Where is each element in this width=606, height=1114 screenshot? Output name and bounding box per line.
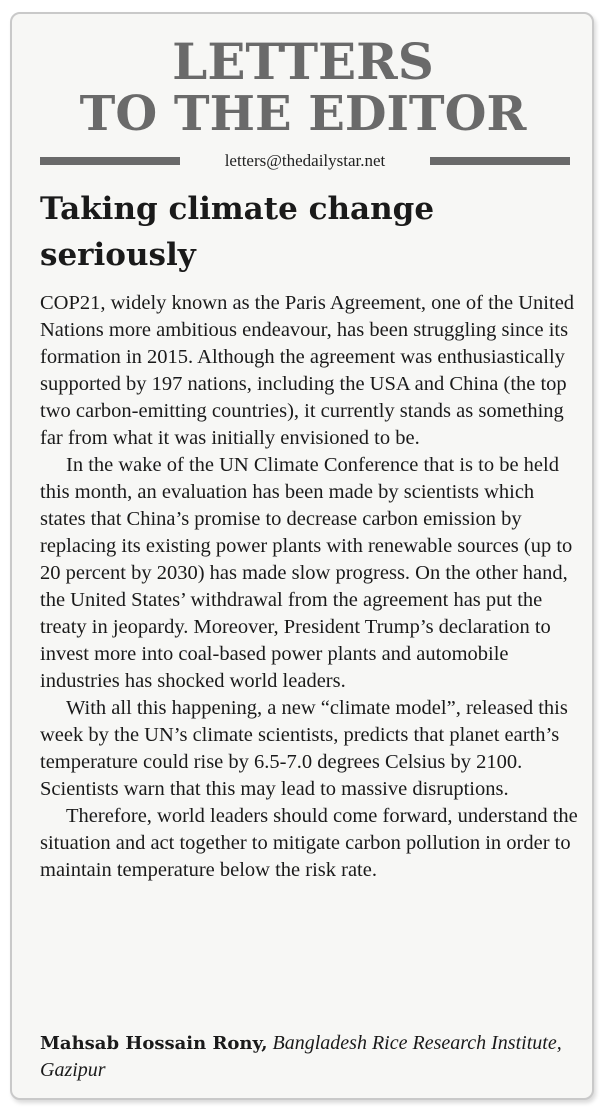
byline (40, 1030, 580, 1083)
paragraph-2: In the wake of the UN Climate Conference that is to be held this month, an evaluation has been made by scientists which states that China’s promise to decrease carbon emission by replacing its existing power plants with renewable sources (up to 20 percent by 2030) has made slow progress. On the other hand, the United States’ withdrawal from the agreement has put the treaty in jeopardy. Moreover, President Trump’s declaration to invest more into coal-based power plants and automobile industries has shocked world leaders. (40, 454, 573, 692)
masthead-title-line2: TO THE EDITOR (79, 86, 527, 142)
author-affiliation: Bangladesh Rice Research Institute, Gazipur (40, 1032, 562, 1081)
headline-line-2: seriously (40, 237, 196, 273)
right-divider-bar (430, 157, 570, 165)
paragraph-3: With all this happening, a new “climate model”, released this week by the UN’s climate scientists, predicts that planet earth’s temperature could rise by 6.5-7.0 degrees Celsius by 2100. Scientists warn that this may lead to massive disruptions. (40, 697, 568, 800)
masthead-title-line1: LETTERS (172, 32, 434, 91)
author-name: Mahsab Hossain Rony, (40, 1033, 268, 1054)
letter-body (40, 290, 580, 884)
paragraph-1: COP21, widely known as the Paris Agreement, one of the United Nations more ambitious endeavour, has been struggling since its formation in 2015. Although the agreement was enthusiastically supported by 197 nations, including the USA and China (the top two carbon-emitting countries), it currently stands as something far from what it was initially envisioned to be. (40, 292, 575, 449)
letter-headline (40, 186, 580, 278)
left-divider-bar (40, 157, 180, 165)
paragraph-4: Therefore, world leaders should come forward, understand the situation and act together to mitigate carbon pollution in order to maintain temperature below the risk rate. (40, 805, 578, 881)
editor-email[interactable]: letters@thedailystar.net (224, 151, 386, 170)
email-rule-row (40, 150, 570, 172)
headline-line-1: Taking climate change (40, 191, 435, 227)
